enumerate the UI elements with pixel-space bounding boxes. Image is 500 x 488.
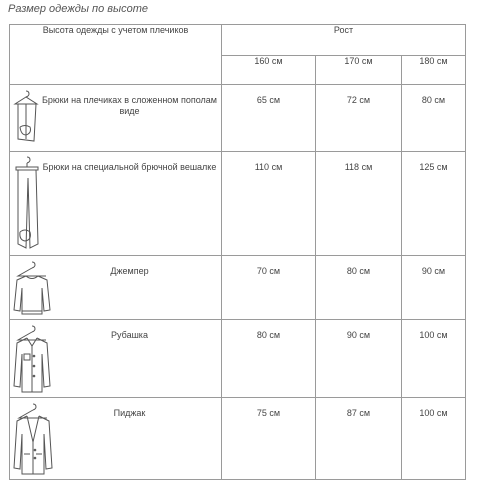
table-row bbox=[10, 85, 466, 152]
clothing-height-table bbox=[9, 24, 466, 480]
row-label-cell bbox=[10, 85, 222, 152]
table-cell: 90 см bbox=[316, 320, 402, 398]
table-cell: 100 см bbox=[402, 320, 466, 398]
height-column-header: 160 см bbox=[222, 55, 316, 85]
table-cell: 125 см bbox=[402, 152, 466, 256]
row-label: Пиджак bbox=[113, 408, 146, 418]
height-group-header: Рост bbox=[222, 25, 466, 56]
row-label-cell bbox=[10, 398, 222, 480]
row-label: Рубашка bbox=[111, 330, 148, 340]
table-row bbox=[10, 256, 466, 320]
jacket-on-hanger-icon bbox=[12, 402, 54, 478]
page-title: Размер одежды по высоте bbox=[8, 3, 148, 15]
sweater-on-hanger-icon bbox=[12, 260, 52, 318]
table-row bbox=[10, 320, 466, 398]
table-cell: 65 см bbox=[222, 85, 316, 152]
row-label: Джемпер bbox=[110, 266, 149, 276]
table-cell: 80 см bbox=[222, 320, 316, 398]
folded-trousers-on-hanger-icon bbox=[12, 89, 40, 147]
table-cell: 118 см bbox=[316, 152, 402, 256]
table-cell: 90 см bbox=[402, 256, 466, 320]
row-label-cell bbox=[10, 152, 222, 256]
row-label: Брюки на плечиках в сложенном пополам виде bbox=[42, 95, 217, 116]
trousers-on-clamp-hanger-icon bbox=[12, 156, 42, 254]
table-cell: 110 см bbox=[222, 152, 316, 256]
table-cell: 80 см bbox=[316, 256, 402, 320]
table-cell: 100 см bbox=[402, 398, 466, 480]
row-label-cell bbox=[10, 256, 222, 320]
header-row bbox=[10, 25, 466, 56]
table-cell: 70 см bbox=[222, 256, 316, 320]
corner-header: Высота одежды с учетом плечиков bbox=[10, 25, 222, 85]
table-row bbox=[10, 152, 466, 256]
shirt-on-hanger-icon bbox=[12, 324, 52, 396]
table-row bbox=[10, 398, 466, 480]
table-cell: 87 см bbox=[316, 398, 402, 480]
table-cell: 75 см bbox=[222, 398, 316, 480]
table-cell: 80 см bbox=[402, 85, 466, 152]
row-label: Брюки на специальной брючной вешалке bbox=[42, 162, 217, 172]
row-label-cell bbox=[10, 320, 222, 398]
table-cell: 72 см bbox=[316, 85, 402, 152]
height-column-header: 180 см bbox=[402, 55, 466, 85]
height-column-header: 170 см bbox=[316, 55, 402, 85]
